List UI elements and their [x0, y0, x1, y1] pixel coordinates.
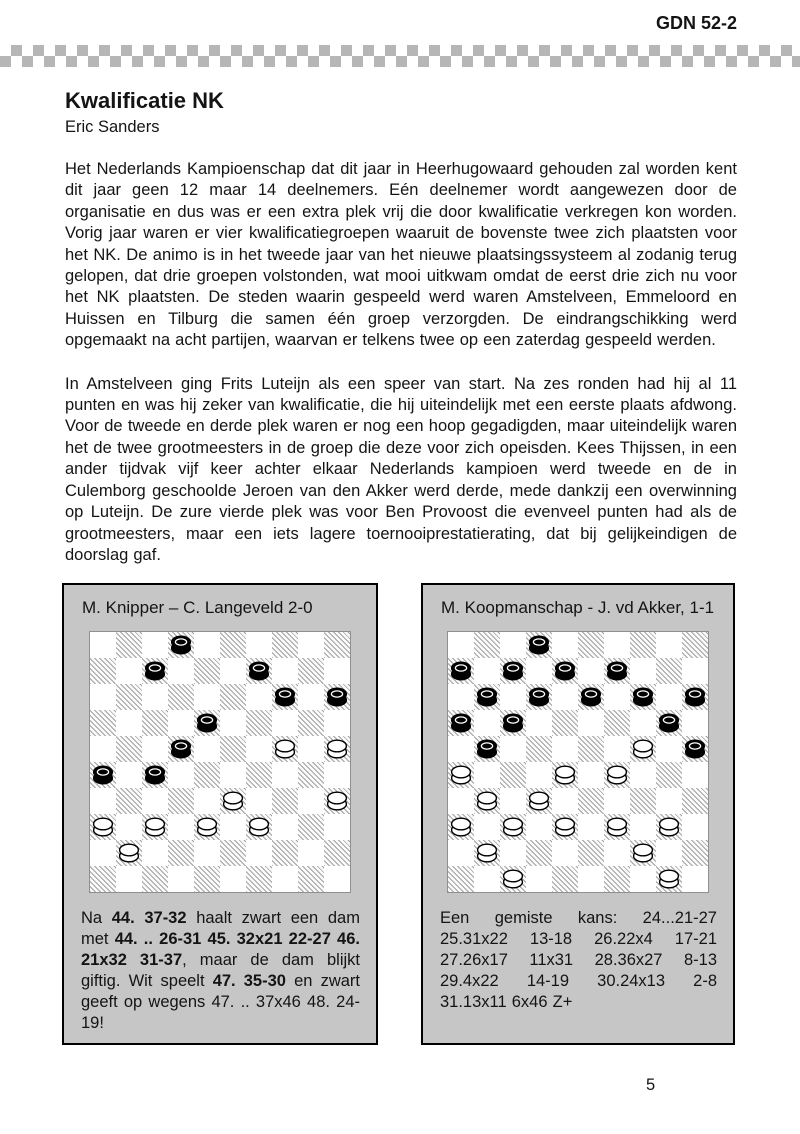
board-dark-square	[116, 840, 142, 866]
page-number: 5	[646, 1076, 656, 1094]
board-dark-square	[168, 788, 194, 814]
white-piece	[144, 817, 166, 837]
board-light-square	[142, 788, 168, 814]
white-piece	[450, 817, 472, 837]
white-piece	[326, 791, 348, 811]
board-light-square	[526, 866, 552, 892]
board-light-square	[656, 684, 682, 710]
board-light-square	[324, 814, 350, 840]
black-piece	[528, 687, 550, 707]
black-piece	[144, 765, 166, 785]
board-light-square	[604, 736, 630, 762]
board-dark-square	[168, 684, 194, 710]
black-piece	[144, 661, 166, 681]
board-light-square	[552, 736, 578, 762]
board-dark-square	[578, 632, 604, 658]
board-light-square	[448, 788, 474, 814]
black-piece	[684, 687, 706, 707]
white-piece	[476, 843, 498, 863]
board-dark-square	[500, 814, 526, 840]
board-light-square	[656, 736, 682, 762]
board-dark-square	[448, 762, 474, 788]
white-piece	[554, 817, 576, 837]
white-piece	[118, 843, 140, 863]
board-dark-square	[142, 814, 168, 840]
board-light-square	[604, 840, 630, 866]
board-light-square	[448, 840, 474, 866]
board-light-square	[90, 632, 116, 658]
board-dark-square	[142, 866, 168, 892]
board-light-square	[656, 840, 682, 866]
board-light-square	[448, 736, 474, 762]
board-dark-square	[142, 658, 168, 684]
black-piece	[580, 687, 602, 707]
board-light-square	[272, 866, 298, 892]
white-piece	[450, 765, 472, 785]
board-dark-square	[552, 710, 578, 736]
board-dark-square	[682, 684, 708, 710]
board-dark-square	[246, 710, 272, 736]
diagram-header: M. Koopmanschap - J. vd Akker, 1-1	[441, 598, 715, 617]
board-light-square	[90, 840, 116, 866]
caption-text: , maar de dam blijkt giftig. Wit speelt	[81, 951, 360, 990]
black-piece	[450, 661, 472, 681]
board-light-square	[142, 840, 168, 866]
board-light-square	[116, 762, 142, 788]
board-dark-square	[474, 736, 500, 762]
board-dark-square	[656, 658, 682, 684]
board-dark-square	[526, 840, 552, 866]
caption-text: haalt zwart een dam met	[81, 909, 360, 948]
board-dark-square	[272, 788, 298, 814]
board-light-square	[552, 840, 578, 866]
board-light-square	[682, 762, 708, 788]
board-light-square	[324, 710, 350, 736]
board-dark-square	[194, 762, 220, 788]
board-dark-square	[90, 866, 116, 892]
board-dark-square	[630, 788, 656, 814]
white-piece	[606, 765, 628, 785]
white-piece	[326, 739, 348, 759]
black-piece	[274, 687, 296, 707]
board-dark-square	[298, 658, 324, 684]
board-light-square	[246, 684, 272, 710]
white-piece	[502, 869, 524, 889]
board-light-square	[526, 710, 552, 736]
paragraph: In Amstelveen ging Frits Luteijn als een speer van start. Na zes ronden had hij al 11 punten en was hij zeker van kwalificatie, die hij uiteindelijk met een eerste plaats afdwong. Voor de tweede en derde plek waren er nog een hoop gegadigden, maar uiteindelijk waren het de twee grootmeesters in de groep die deze voor zich opeisden. Kees Thijssen, in een ander tijdvak vijf keer achter elkaar Nederlands kampioen werd tweede en de in Culemborg geschoolde Jeroen van den Akker werd derde, mede dankzij een overwinning op Luteijn. De zure vierde plek was voor Ben Provoost die evenveel punten had als de grootmeesters, maar een iets lagere toernooiprestatierating, dat bij gelijkeindigen de doorslag gaf.	[65, 374, 737, 564]
board-dark-square	[656, 762, 682, 788]
black-piece	[606, 661, 628, 681]
board-light-square	[246, 788, 272, 814]
board-dark-square	[220, 788, 246, 814]
board-light-square	[298, 684, 324, 710]
board-dark-square	[220, 840, 246, 866]
board-dark-square	[298, 866, 324, 892]
board-dark-square	[656, 710, 682, 736]
article-author: Eric Sanders	[65, 118, 160, 136]
board-dark-square	[272, 684, 298, 710]
board-light-square	[578, 658, 604, 684]
board-dark-square	[630, 632, 656, 658]
board-dark-square	[272, 840, 298, 866]
board-dark-square	[90, 710, 116, 736]
board-light-square	[220, 658, 246, 684]
board-light-square	[552, 788, 578, 814]
board-dark-square	[194, 866, 220, 892]
board-dark-square	[142, 762, 168, 788]
board-dark-square	[116, 788, 142, 814]
board-dark-square	[682, 840, 708, 866]
white-piece	[658, 817, 680, 837]
black-piece	[632, 687, 654, 707]
board-dark-square	[194, 814, 220, 840]
board-light-square	[604, 684, 630, 710]
board-dark-square	[526, 684, 552, 710]
board-dark-square	[552, 658, 578, 684]
black-piece	[196, 713, 218, 733]
board-dark-square	[448, 658, 474, 684]
board-light-square	[220, 814, 246, 840]
board-light-square	[656, 632, 682, 658]
board-light-square	[526, 814, 552, 840]
board-dark-square	[526, 632, 552, 658]
board-light-square	[272, 814, 298, 840]
board-light-square	[526, 762, 552, 788]
white-piece	[476, 791, 498, 811]
board-dark-square	[220, 632, 246, 658]
board-light-square	[552, 632, 578, 658]
board-dark-square	[500, 762, 526, 788]
board-dark-square	[194, 710, 220, 736]
board-light-square	[578, 866, 604, 892]
white-piece	[632, 843, 654, 863]
board-light-square	[324, 658, 350, 684]
board-dark-square	[220, 736, 246, 762]
board-dark-square	[630, 840, 656, 866]
board-light-square	[272, 710, 298, 736]
board-dark-square	[324, 684, 350, 710]
board-light-square	[246, 632, 272, 658]
board-light-square	[194, 736, 220, 762]
black-piece	[170, 739, 192, 759]
board-light-square	[604, 788, 630, 814]
board-light-square	[142, 684, 168, 710]
board-light-square	[656, 788, 682, 814]
board-light-square	[220, 762, 246, 788]
board-dark-square	[578, 840, 604, 866]
board-dark-square	[474, 788, 500, 814]
board-light-square	[448, 632, 474, 658]
white-piece	[502, 817, 524, 837]
black-piece	[528, 635, 550, 655]
board-light-square	[142, 736, 168, 762]
black-piece	[502, 713, 524, 733]
board-light-square	[168, 762, 194, 788]
draughts-board	[90, 632, 350, 892]
move-notation-bold: 44. .. 26-31 45. 32x21 22-27 46. 21x32 31-37	[81, 930, 360, 969]
board-light-square	[246, 840, 272, 866]
issue-label: GDN 52-2	[655, 13, 737, 33]
board-dark-square	[324, 632, 350, 658]
board-dark-square	[630, 736, 656, 762]
board-light-square	[272, 762, 298, 788]
black-piece	[476, 739, 498, 759]
board-light-square	[578, 814, 604, 840]
board-dark-square	[142, 710, 168, 736]
caption-text: Na	[81, 909, 112, 927]
black-piece	[476, 687, 498, 707]
board-light-square	[474, 658, 500, 684]
board-dark-square	[604, 710, 630, 736]
move-notation-bold: 47. 35-30	[212, 972, 286, 990]
paragraph: Het Nederlands Kampioenschap dat dit jaar in Heerhugowaard gehouden zal worden kent dit jaar geen 12 maar 14 deelnemers. Eén deelnemer wordt aangewezen door de organisatie en dus was er een extra plek vrij die door kwalificatie verkregen kon worden. Vorig jaar waren er vier kwalificatiegroepen waaruit de bovenste twee zich plaatsten voor het NK. De animo is in het tweede jaar van het nieuwe plaatsingssysteem al zodanig terug gelopen, dat drie groepen volstonden, wat mooi uitkwam omdat de eerst drie zich nu voor het NK plaatsten. De steden waarin gespeeld werd waren Amstelveen, Emmeloord en Huissen en Tilburg die samen één groep verzorgden. De eindrangschikking werd opgemaakt na acht partijen, waarvan er telkens twee op een zaterdag gespeeld werden.	[65, 160, 737, 350]
board-dark-square	[500, 710, 526, 736]
board-dark-square	[656, 866, 682, 892]
board-light-square	[500, 632, 526, 658]
diagram-caption	[440, 908, 717, 1013]
board-dark-square	[526, 788, 552, 814]
board-light-square	[474, 710, 500, 736]
board-light-square	[630, 866, 656, 892]
board-dark-square	[630, 684, 656, 710]
diagram-box-knipper-langeveld	[62, 583, 378, 1045]
black-piece	[326, 687, 348, 707]
board-light-square	[194, 684, 220, 710]
board-light-square	[116, 866, 142, 892]
board-dark-square	[656, 814, 682, 840]
board-dark-square	[604, 658, 630, 684]
diagram-box-koopmanschap-akker	[421, 583, 735, 1045]
board-dark-square	[448, 710, 474, 736]
board-light-square	[552, 684, 578, 710]
white-piece	[606, 817, 628, 837]
black-piece	[658, 713, 680, 733]
board-light-square	[90, 736, 116, 762]
board-dark-square	[246, 762, 272, 788]
board-dark-square	[220, 684, 246, 710]
board-dark-square	[578, 736, 604, 762]
board-light-square	[604, 632, 630, 658]
board-light-square	[246, 736, 272, 762]
board-light-square	[448, 684, 474, 710]
move-notation-bold: 44. 37-32	[111, 909, 187, 927]
draughts-board	[448, 632, 708, 892]
black-piece	[502, 661, 524, 681]
board-dark-square	[604, 814, 630, 840]
board-light-square	[682, 866, 708, 892]
board-dark-square	[298, 762, 324, 788]
white-piece	[196, 817, 218, 837]
board-dark-square	[578, 684, 604, 710]
board-light-square	[90, 788, 116, 814]
board-light-square	[298, 632, 324, 658]
board-light-square	[298, 788, 324, 814]
board-dark-square	[116, 632, 142, 658]
board-light-square	[500, 684, 526, 710]
article-title: Kwalificatie NK	[65, 88, 224, 113]
board-dark-square	[604, 866, 630, 892]
board-light-square	[500, 788, 526, 814]
board-light-square	[220, 866, 246, 892]
board-dark-square	[682, 632, 708, 658]
board-light-square	[630, 762, 656, 788]
board-dark-square	[116, 736, 142, 762]
board-dark-square	[526, 736, 552, 762]
white-piece	[528, 791, 550, 811]
white-piece	[222, 791, 244, 811]
caption-text: en zwart geeft op wegens 47. .. 37x46 48. 24-19!	[81, 972, 360, 1032]
black-piece	[684, 739, 706, 759]
board-dark-square	[552, 866, 578, 892]
board-light-square	[298, 736, 324, 762]
board-light-square	[116, 710, 142, 736]
board-light-square	[142, 632, 168, 658]
board-dark-square	[448, 866, 474, 892]
board-light-square	[578, 710, 604, 736]
caption-text: Een gemiste kans: 24...21-27 25.31x22 13-18 26.22x4 17-21 27.26x17 11x31 28.36x27 8-13 29.4x22 14-19 30.24x13 2-8 31.13x11 6x46 Z+	[440, 909, 717, 1011]
board-light-square	[272, 658, 298, 684]
board-light-square	[500, 736, 526, 762]
board-dark-square	[500, 866, 526, 892]
black-piece	[170, 635, 192, 655]
white-piece	[554, 765, 576, 785]
board-light-square	[194, 840, 220, 866]
board-light-square	[578, 762, 604, 788]
article	[65, 88, 737, 566]
board-light-square	[474, 866, 500, 892]
diagram-header: M. Knipper – C. Langeveld 2-0	[82, 598, 313, 617]
board-light-square	[630, 814, 656, 840]
board-dark-square	[604, 762, 630, 788]
black-piece	[92, 765, 114, 785]
board-dark-square	[552, 814, 578, 840]
board-dark-square	[682, 788, 708, 814]
board-dark-square	[448, 814, 474, 840]
board-dark-square	[246, 814, 272, 840]
board-light-square	[116, 658, 142, 684]
board-light-square	[630, 710, 656, 736]
board-dark-square	[324, 840, 350, 866]
board-dark-square	[168, 840, 194, 866]
diagram-caption	[81, 908, 360, 1034]
board-dark-square	[168, 632, 194, 658]
board-dark-square	[90, 658, 116, 684]
board-dark-square	[272, 632, 298, 658]
white-piece	[658, 869, 680, 889]
board-dark-square	[682, 736, 708, 762]
board-dark-square	[324, 736, 350, 762]
black-piece	[450, 713, 472, 733]
board-dark-square	[578, 788, 604, 814]
board-light-square	[630, 658, 656, 684]
white-piece	[632, 739, 654, 759]
board-light-square	[526, 658, 552, 684]
board-dark-square	[298, 814, 324, 840]
board-light-square	[194, 632, 220, 658]
board-dark-square	[168, 736, 194, 762]
board-light-square	[220, 710, 246, 736]
board-light-square	[500, 840, 526, 866]
board-dark-square	[474, 684, 500, 710]
white-piece	[92, 817, 114, 837]
board-light-square	[116, 814, 142, 840]
board-dark-square	[552, 762, 578, 788]
board-dark-square	[90, 814, 116, 840]
black-piece	[554, 661, 576, 681]
board-dark-square	[272, 736, 298, 762]
board-dark-square	[90, 762, 116, 788]
white-piece	[248, 817, 270, 837]
board-dark-square	[246, 866, 272, 892]
board-dark-square	[474, 840, 500, 866]
checkerboard-band	[0, 45, 800, 67]
board-light-square	[682, 814, 708, 840]
black-piece	[248, 661, 270, 681]
board-light-square	[168, 658, 194, 684]
board-light-square	[90, 684, 116, 710]
board-light-square	[168, 814, 194, 840]
board-light-square	[682, 658, 708, 684]
board-dark-square	[500, 658, 526, 684]
white-piece	[274, 739, 296, 759]
board-light-square	[324, 762, 350, 788]
board-light-square	[474, 762, 500, 788]
board-light-square	[168, 866, 194, 892]
board-dark-square	[298, 710, 324, 736]
board-dark-square	[474, 632, 500, 658]
board-light-square	[298, 840, 324, 866]
board-dark-square	[116, 684, 142, 710]
board-light-square	[474, 814, 500, 840]
board-light-square	[324, 866, 350, 892]
board-light-square	[682, 710, 708, 736]
board-light-square	[194, 788, 220, 814]
board-dark-square	[194, 658, 220, 684]
board-light-square	[168, 710, 194, 736]
board-dark-square	[324, 788, 350, 814]
board-dark-square	[246, 658, 272, 684]
